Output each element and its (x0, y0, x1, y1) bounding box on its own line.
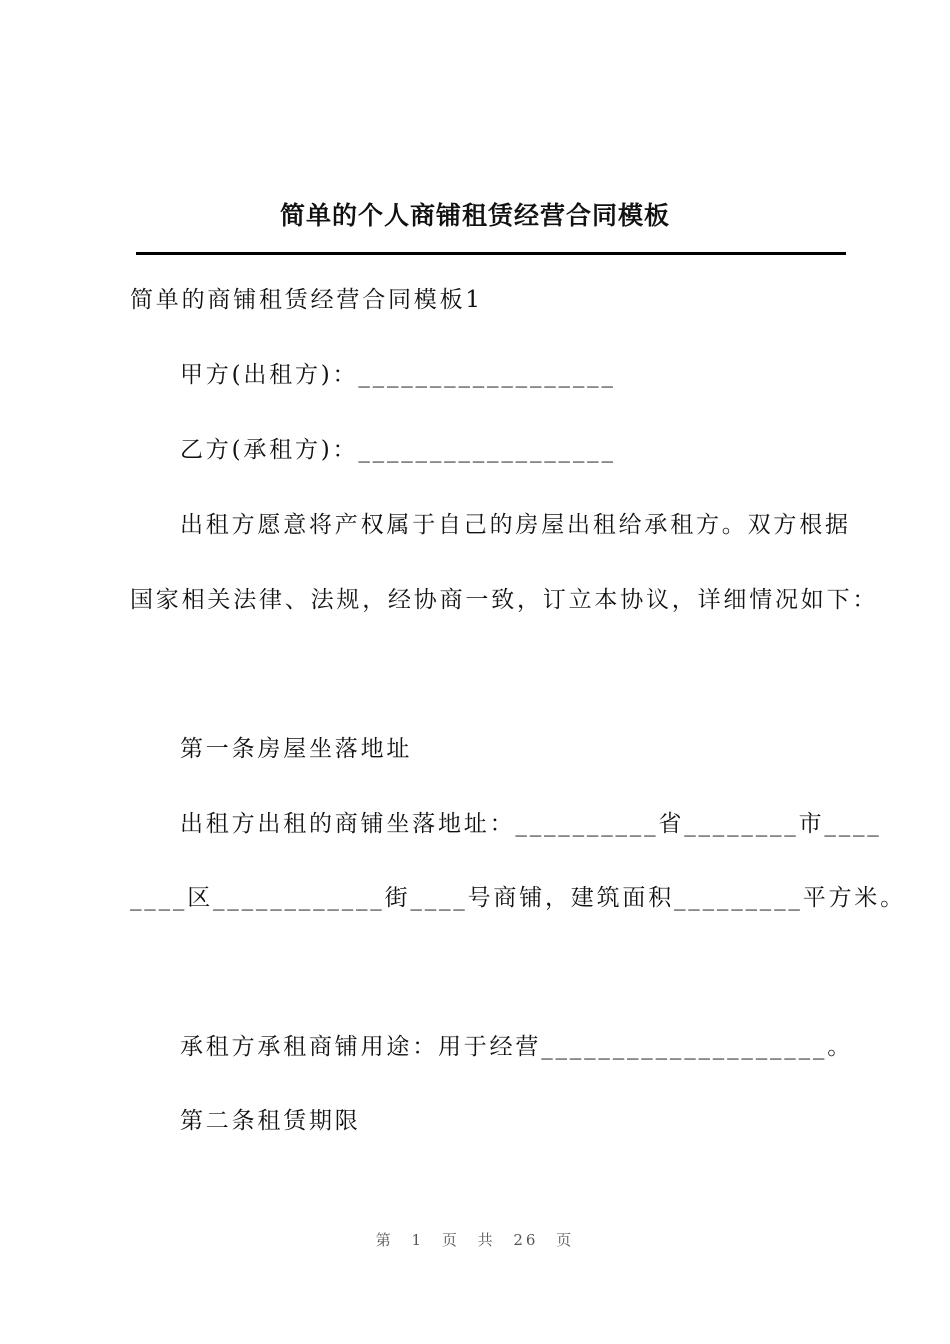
document-title: 简单的个人商铺租赁经营合同模板 (279, 201, 670, 230)
party-b-line: 乙方(承租方)：__________________ (180, 437, 616, 463)
intro-paragraph-line-1: 出租方愿意将产权属于自己的房屋出租给承租方。双方根据 (180, 512, 851, 538)
section-subtitle: 简单的商铺租赁经营合同模板1 (130, 287, 483, 313)
article-2-heading: 第二条租赁期限 (180, 1108, 361, 1134)
article-1-heading: 第一条房屋坐落地址 (180, 736, 413, 762)
intro-paragraph-line-2: 国家相关法律、法规，经协商一致，订立本协议，详细情况如下： (130, 587, 879, 613)
address-line-2: ____区____________街____号商铺，建筑面积_________平方米。 (130, 885, 906, 911)
page-footer: 第 1 页 共 26 页 (375, 1231, 575, 1249)
usage-line: 承租方承租商铺用途：用于经营____________________。 (180, 1034, 853, 1060)
party-a-line: 甲方(出租方)：__________________ (180, 362, 616, 388)
title-divider (136, 252, 846, 255)
address-line-1: 出租方出租的商铺坐落地址：__________省________市____ (180, 811, 882, 837)
